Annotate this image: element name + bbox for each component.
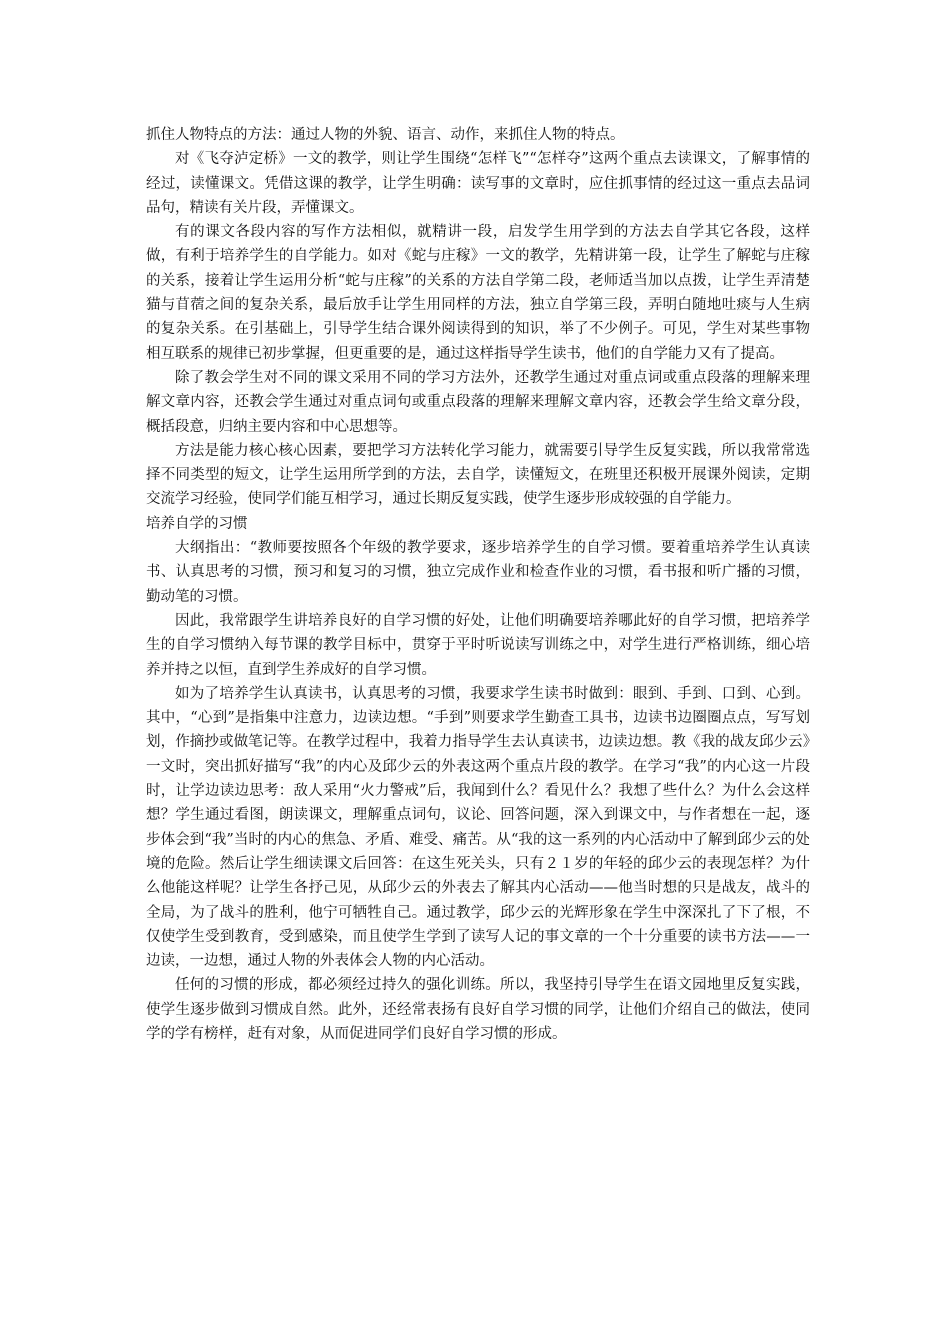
paragraph-good-habits: 因此，我常跟学生讲培养良好的自学习惯的好处，让他们明确要培养哪此好的自学习惯，把培养学生的自学习惯纳入每节课的教学目标中，贯穿于平时听说读写训练之中，对学生进行严格训练，细心培养并持之以恒，直到学生养成好的自学习惯。 bbox=[146, 612, 810, 678]
paragraph-qiu-shaoyun: 如为了培养学生认真读书，认真思考的习惯，我要求学生读书时做到：眼到、手到、口到、心到。其中，“心到”是指集中注意力，边读边想。“手到”则要求学生勤查工具书，边读书边圈圈点点，写写划划，作摘抄或做笔记等。在教学过程中，我着力指导学生去认真读书，边读边想。教《我的战友邱少云》一文时，突出抓好描写“我”的内心及邱少云的外表这两个重点片段的教学。在学习“我”的内心这一片段时，让学边读边思考：敌人采用“火力警戒”后，我闻到什么？看见什么？我想了些什么？为什么会这样想？学生通过看图，朗读课文，理解重点词句，议论、回答问题，深入到课文中，与作者想在一起，逐步体会到“我”当时的内心的焦急、矛盾、难受、痛苦。从“我的这一系列的内心活动中了解到邱少云的处境的危险。然后让学生细读课文后回答：在这生死关头，只有２１岁的年轻的邱少云的表现怎样？为什么他能这样呢？让学生各抒己见，从邱少云的外表去了解其内心活动——他当时想的只是战友，战斗的全局，为了战斗的胜利，他宁可牺牲自己。通过教学，邱少云的光辉形象在学生中深深扎了下了根，不仅使学生受到教育，受到感染，而且使学生学到了读写人记的事文章的一个十分重要的读书方法——一边读，一边想，通过人物的外表体会人物的内心活动。 bbox=[146, 685, 810, 970]
paragraph-snake-crops: 有的课文各段内容的写作方法相似，就精讲一段，启发学生用学到的方法去自学其它各段，这样做，有利于培养学生的自学能力。如对《蛇与庄稼》一文的教学，先精讲第一段，让学生了解蛇与庄稼的关系，接着让学生运用分析“蛇与庄稼”的关系的方法自学第二段，老师适当加以点拨，让学生弄清楚猫与苜蓿之间的复杂关系，最后放手让学生用同样的方法，独立自学第三段，弄明白随地吐痰与人生病的复杂关系。在引基础上，引导学生结合课外阅读得到的知识，举了不少例子。可见，学生对某些事物相互联系的规律已初步掌握，但更重要的是，通过这样指导学生读书，他们的自学能力又有了提高。 bbox=[146, 224, 810, 362]
paragraph-luding-bridge: 对《飞夺泸定桥》一文的教学，则让学生围绕“怎样飞”“怎样夺”这两个重点去读课文，了解事情的经过，读懂课文。凭借这课的教学，让学生明确：读写事的文章时，应住抓事情的经过这一重点去品词品句，精读有关片段，弄懂课文。 bbox=[146, 151, 810, 216]
paragraph-habit-formation: 任何的习惯的形成，都必须经过持久的强化训练。所以，我坚持引导学生在语文园地里反复实践，使学生逐步做到习惯成自然。此外，还经常表扬有良好自学习惯的同学，让他们介绍自己的做法，使同学的学有榜样，赶有对象，从而促进同学们良好自学习惯的形成。 bbox=[146, 977, 810, 1042]
document-body bbox=[146, 123, 810, 1046]
paragraph-syllabus-quote: 大纲指出：“教师要按照各个年级的教学要求，逐步培养学生的自学习惯。要着重培养学生认真读书、认真思考的习惯，预习和复习的习惯，独立完成作业和检查作业的习惯，看书报和听广播的习惯，勤动笔的习惯。 bbox=[146, 540, 810, 605]
section-heading-self-study-habits: 培养自学的习惯 bbox=[146, 515, 248, 532]
paragraph-method-summary: 抓住人物特点的方法：通过人物的外貌、语言、动作，来抓住人物的特点。 bbox=[146, 127, 625, 143]
paragraph-key-words: 除了教会学生对不同的课文采用不同的学习方法外，还教学生通过对重点词或重点段落的理解来理解文章内容，还教会学生通过对重点词句或重点段落的理解来理解文章内容，还教会学生给文章分段，概括段意，归纳主要内容和中心思想等。 bbox=[146, 369, 810, 435]
paragraph-practice-methods: 方法是能力核心核心因素，要把学习方法转化学习能力，就需要引导学生反复实践，所以我常常选择不同类型的短文，让学生运用所学到的方法，去自学，读懂短文，在班里还积极开展课外阅读，定期交流学习经验，使同学们能互相学习，通过长期反复实践，使学生逐步形成较强的自学能力。 bbox=[146, 442, 810, 508]
